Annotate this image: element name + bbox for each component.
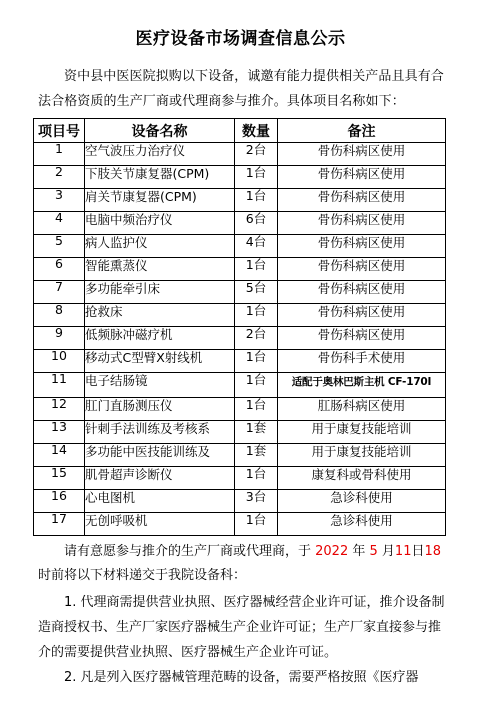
remarks-cell: 用于康复技能培训 [278,444,446,467]
equipment-name-cell: 电脑中频治疗仪 [85,212,235,235]
deadline-hour: 18 [424,544,442,559]
deadline-year-suffix: 年 [348,544,370,559]
item-number-cell: 8 [34,304,85,327]
deadline-month: 5 [369,544,378,559]
quantity-cell: 6台 [235,212,278,235]
table-row [34,143,446,166]
quantity-cell: 4台 [235,235,278,258]
remarks-cell: 骨伤科病区使用 [278,304,446,327]
quantity-cell: 1台 [235,467,278,490]
quantity-cell: 2台 [235,327,278,350]
remarks-cell: 康复科或骨科使用 [278,467,446,490]
remarks-cell: 骨伤科病区使用 [278,212,446,235]
deadline-year: 2022 [315,544,349,559]
deadline-rest: 时前将以下材料递交于我院设备科： [38,568,247,583]
requirement-item-2: 2. 凡是列入医疗器械管理范畴的设备，需要严格按照《医疗器 [64,670,419,685]
table-row [34,212,446,235]
deadline-paragraph [38,540,448,588]
remarks-cell: 骨伤科病区使用 [278,143,446,166]
header-item-no: 项目号 [34,119,85,143]
equipment-name-cell: 多功能牵引床 [85,281,235,304]
intro-paragraph: 资中县中医医院拟购以下设备，诚邀有能力提供相关产品且具有合法合格资质的生产厂商或代理商参与推介。具体项目名称如下： [38,69,444,109]
table-row [34,235,446,258]
page-title: 医疗设备市场调查信息公示 [135,29,346,49]
remarks-cell: 骨伤科病区使用 [278,166,446,189]
quantity-cell: 1套 [235,444,278,467]
table-row [34,467,446,490]
deadline-month-suffix: 月 [377,544,395,559]
remarks-cell: 骨伤科病区使用 [278,258,446,281]
equipment-table [33,118,446,536]
quantity-cell: 1台 [235,350,278,373]
quantity-cell: 1台 [235,398,278,421]
remarks-cell: 骨伤科病区使用 [278,281,446,304]
header-remarks: 备注 [278,119,446,143]
item-number-cell: 7 [34,281,85,304]
item-number-cell: 10 [34,350,85,373]
deadline-day-suffix: 日 [411,544,425,559]
equipment-name-cell: 多功能中医技能训练及 [85,444,235,467]
item-number-cell: 2 [34,166,85,189]
equipment-name-cell: 低频脉冲磁疗机 [85,327,235,350]
equipment-name-cell: 针刺手法训练及考核系 [85,421,235,444]
table-row [34,281,446,304]
requirement-item-1: 1. 代理商需提供营业执照、医疗器械经营企业许可证，推介设备制造商授权书、生产厂家医疗器械生产企业许可证；生产厂家直接参与推介的需要提供营业执照、医疗器械生产企业许可证。 [38,595,445,660]
remarks-cell: 骨伤科手术使用 [278,350,446,373]
table-row [34,304,446,327]
table-row [34,189,446,212]
item-number-cell: 14 [34,444,85,467]
item-number-cell: 9 [34,327,85,350]
table-row [34,421,446,444]
item-number-cell: 17 [34,513,85,536]
quantity-cell: 1台 [235,304,278,327]
table-body [34,143,446,536]
equipment-name-cell: 心电图机 [85,490,235,513]
table-row [34,350,446,373]
quantity-cell: 1台 [235,189,278,212]
equipment-name-cell: 肌骨超声诊断仪 [85,467,235,490]
remarks-cell: 肛肠科病区使用 [278,398,446,421]
equipment-name-cell: 空气波压力治疗仪 [85,143,235,166]
equipment-name-cell: 病人监护仪 [85,235,235,258]
header-quantity: 数量 [235,119,278,143]
quantity-cell: 1台 [235,166,278,189]
item-number-cell: 11 [34,373,85,398]
table-row [34,444,446,467]
remarks-cell: 急诊科使用 [278,490,446,513]
equipment-name-cell: 肛门直肠测压仪 [85,398,235,421]
equipment-name-cell: 下肢关节康复器(CPM) [85,166,235,189]
item-number-cell: 16 [34,490,85,513]
quantity-cell: 5台 [235,281,278,304]
table-row [34,373,446,398]
remarks-cell: 骨伤科病区使用 [278,327,446,350]
quantity-cell: 1台 [235,258,278,281]
equipment-name-cell: 电子结肠镜 [85,373,235,398]
item-number-cell: 5 [34,235,85,258]
quantity-cell: 1台 [235,513,278,536]
equipment-name-cell: 抢救床 [85,304,235,327]
item-number-cell: 15 [34,467,85,490]
item-number-cell: 13 [34,421,85,444]
item-number-cell: 6 [34,258,85,281]
quantity-cell: 2台 [235,143,278,166]
item-number-cell: 3 [34,189,85,212]
deadline-prefix: 请有意愿参与推介的生产厂商或代理商，于 [64,544,316,559]
table-row [34,258,446,281]
remarks-cell: 急诊科使用 [278,513,446,536]
remarks-cell: 适配于奥林巴斯主机 CF-170I [278,373,446,398]
quantity-cell: 3台 [235,490,278,513]
header-equipment-name: 设备名称 [85,119,235,143]
equipment-name-cell: 移动式C型臂X射线机 [85,350,235,373]
quantity-cell: 1台 [235,373,278,398]
equipment-name-cell: 肩关节康复器(CPM) [85,189,235,212]
table-row [34,398,446,421]
table-row [34,513,446,536]
item-number-cell: 1 [34,143,85,166]
remarks-cell: 用于康复技能培训 [278,421,446,444]
table-row [34,490,446,513]
table-row [34,166,446,189]
equipment-name-cell: 无创呼吸机 [85,513,235,536]
remarks-cell: 骨伤科病区使用 [278,235,446,258]
quantity-cell: 1套 [235,421,278,444]
item-number-cell: 4 [34,212,85,235]
item-number-cell: 12 [34,398,85,421]
equipment-name-cell: 智能熏蒸仪 [85,258,235,281]
table-header-row [34,119,446,143]
table-row [34,327,446,350]
deadline-day: 11 [394,544,412,559]
remarks-cell: 骨伤科病区使用 [278,189,446,212]
